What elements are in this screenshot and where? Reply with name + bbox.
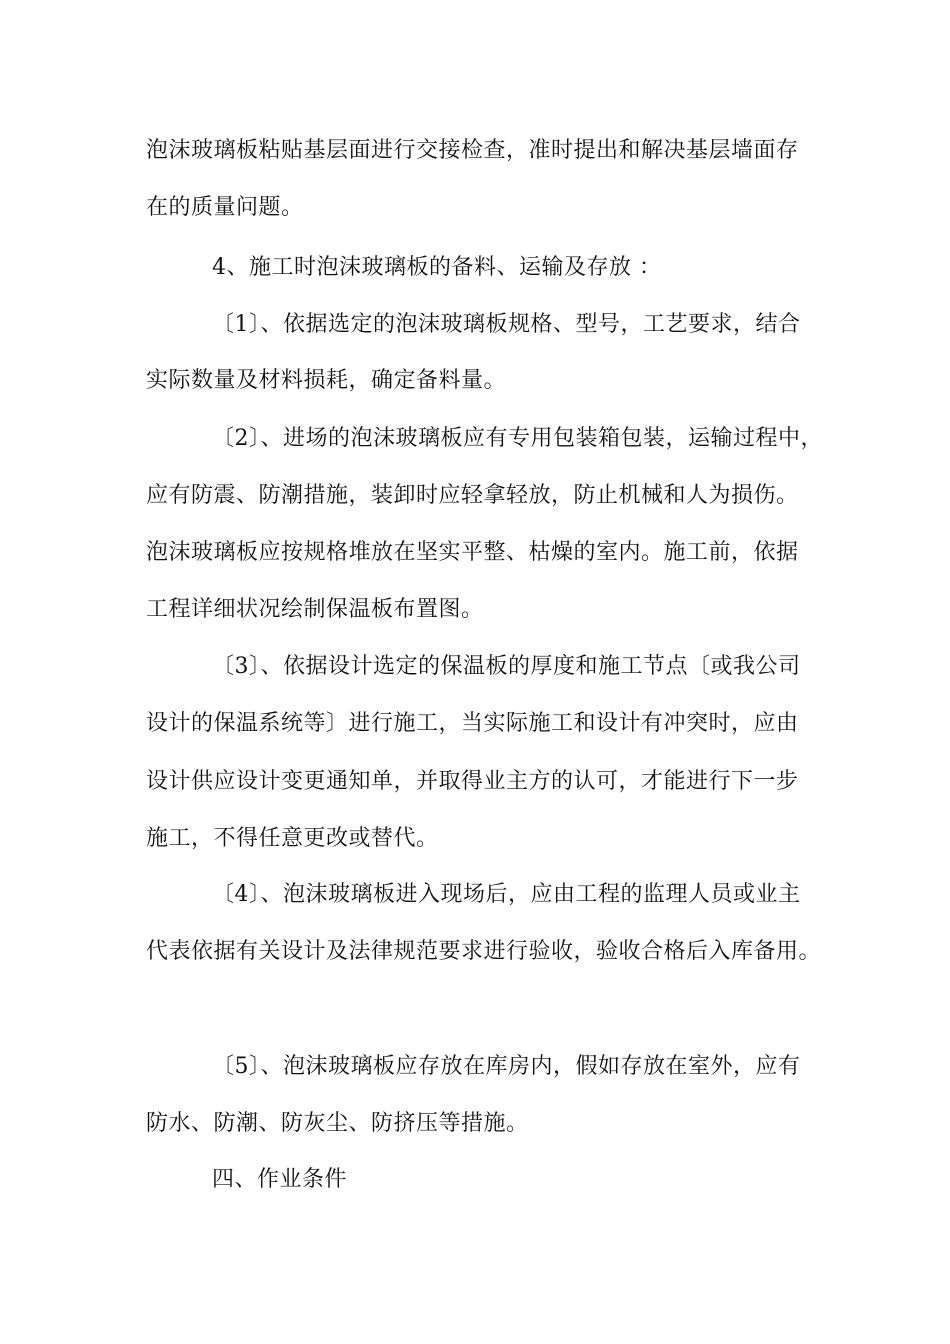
section-heading: 4、施工时泡沫玻璃板的备料、运输及存放 ：: [212, 255, 662, 280]
paragraph-line: 设计供应设计变更通知单，并取得业主方的认可，才能进行下一步: [146, 769, 799, 794]
paragraph-line: 〔3〕、依据设计选定的保温板的厚度和施工节点〔或我公司: [212, 654, 801, 679]
paragraph-line: 代表依据有关设计及法律规范要求进行验收，验收合格后入库备用。: [146, 939, 822, 964]
paragraph-line: 施工，不得任意更改或替代。: [146, 826, 439, 851]
paragraph-line: 工程详细状况绘制保温板布置图。: [146, 597, 484, 622]
paragraph-line: 实际数量及材料损耗，确定备料量。: [146, 368, 507, 393]
paragraph-line: 〔2〕、进场的泡沫玻璃板应有专用包装箱包装，运输过程中，: [212, 426, 823, 451]
paragraph-line: 泡沫玻璃板粘贴基层面进行交接检查，准时提出和解决基层墙面存: [146, 138, 799, 163]
paragraph-line: 泡沫玻璃板应按规格堆放在坚实平整、枯燥的室内。施工前，依据: [146, 540, 799, 565]
paragraph-line: 设计的保温系统等〕进行施工，当实际施工和设计有冲突时，应由: [146, 711, 799, 736]
paragraph-line: 在的质量问题。: [146, 195, 304, 220]
paragraph-line: 〔4〕、泡沫玻璃板进入现场后，应由工程的监理人员或业主: [212, 882, 801, 907]
paragraph-line: 〔5〕、泡沫玻璃板应存放在库房内，假如存放在室外，应有: [212, 1054, 801, 1079]
paragraph-line: 防水、防潮、防灰尘、防挤压等措施。: [146, 1111, 529, 1136]
paragraph-line: 〔1〕、依据选定的泡沫玻璃板规格、型号，工艺要求，结合: [212, 312, 801, 337]
section-heading: 四、作业条件: [212, 1167, 348, 1192]
paragraph-line: 应有防震、防潮措施，装卸时应轻拿轻放，防止机械和人为损伤。: [146, 483, 799, 508]
